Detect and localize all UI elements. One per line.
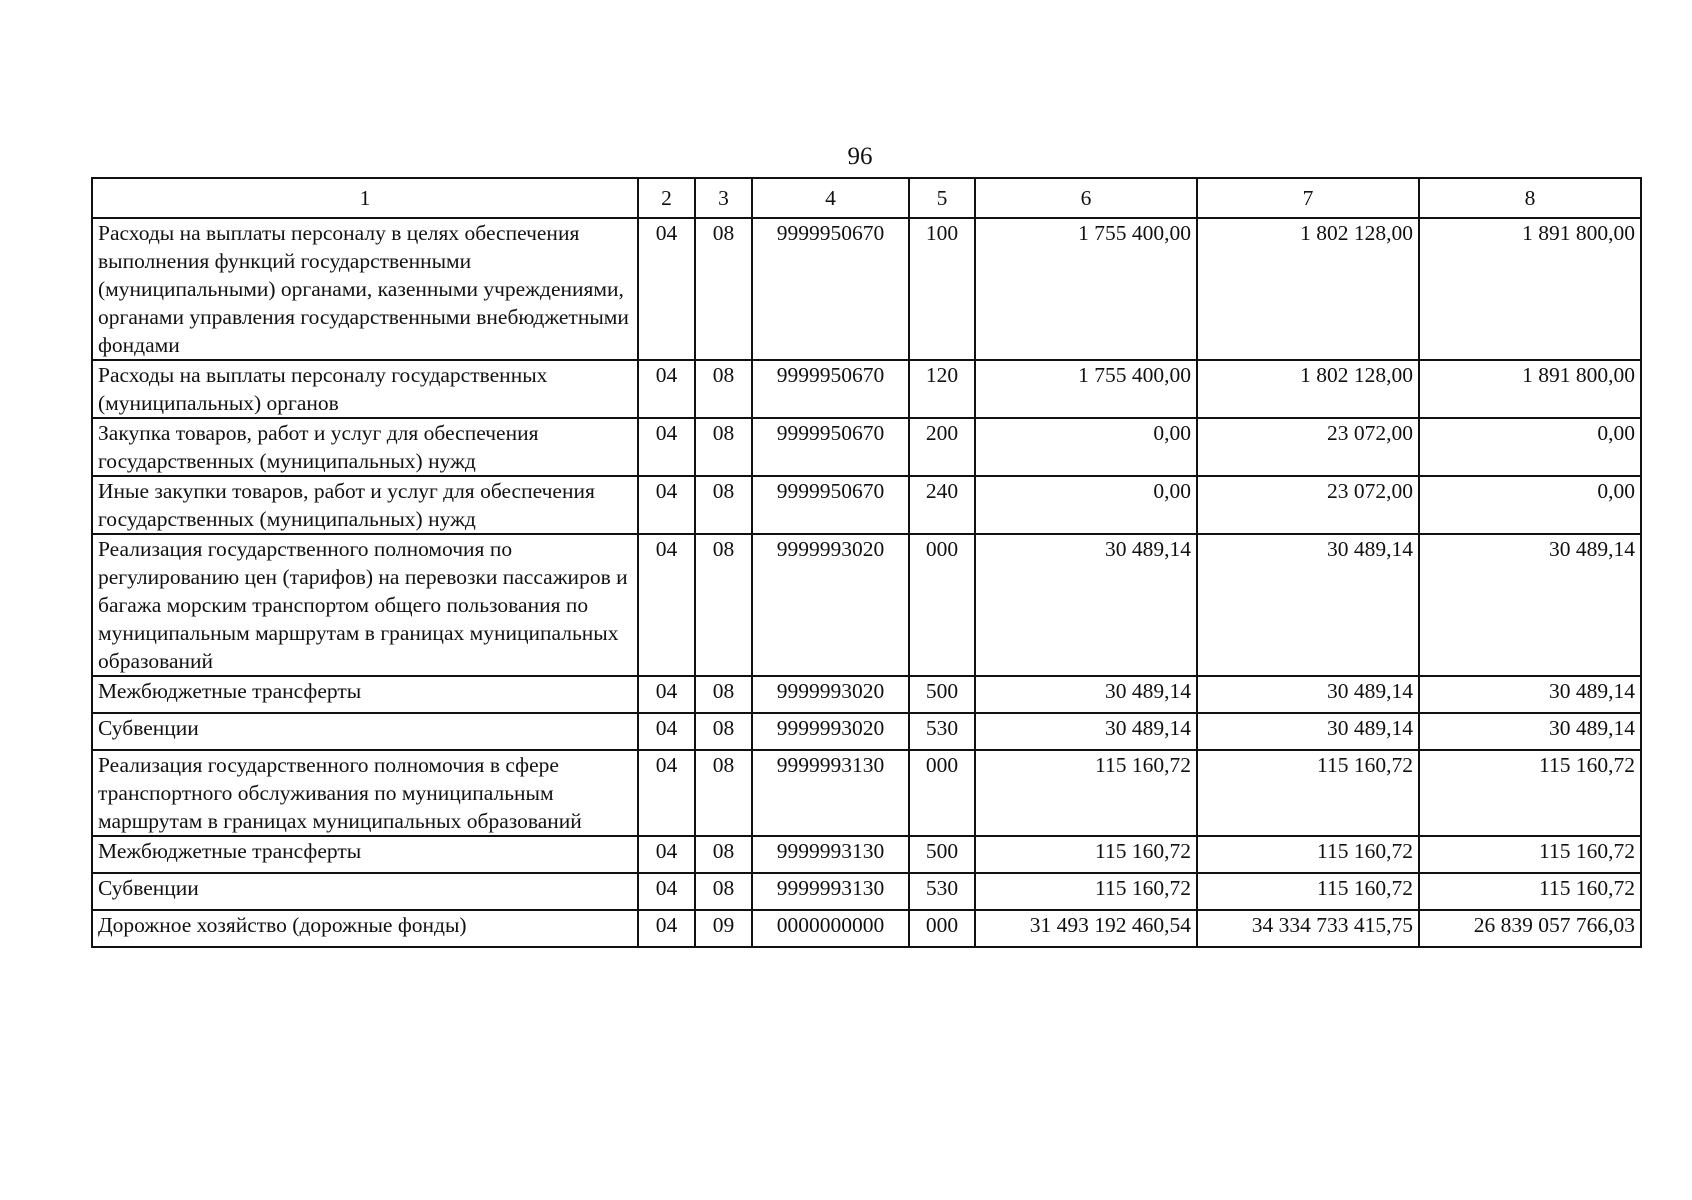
amount-col-7: 115 160,72: [1197, 750, 1419, 836]
table-row: [92, 910, 1641, 947]
page-number: 96: [847, 143, 873, 170]
row-name: Реализация государственного полномочия в сфере транспортного обслуживания по муниципальным маршрутам в границах муниципальных образований: [92, 750, 638, 836]
expense-type-code: 000: [909, 534, 975, 676]
row-name: Субвенции: [92, 713, 638, 750]
amount-col-7: 115 160,72: [1197, 836, 1419, 873]
table-row: [92, 873, 1641, 910]
column-header: 8: [1419, 178, 1641, 218]
table-row: [92, 360, 1641, 418]
expense-type-code: 200: [909, 418, 975, 476]
subsection-code: 08: [695, 476, 752, 534]
subsection-code: 08: [695, 750, 752, 836]
expense-type-code: 240: [909, 476, 975, 534]
table-row: [92, 476, 1641, 534]
amount-col-8: 115 160,72: [1419, 750, 1641, 836]
target-article-code: 9999950670: [752, 418, 909, 476]
amount-col-8: 115 160,72: [1419, 873, 1641, 910]
section-code: 04: [638, 910, 695, 947]
column-header: 4: [752, 178, 909, 218]
section-code: 04: [638, 534, 695, 676]
amount-col-6: 0,00: [975, 418, 1197, 476]
amount-col-6: 31 493 192 460,54: [975, 910, 1197, 947]
subsection-code: 09: [695, 910, 752, 947]
subsection-code: 08: [695, 418, 752, 476]
row-name: Межбюджетные трансферты: [92, 676, 638, 713]
amount-col-7: 23 072,00: [1197, 476, 1419, 534]
amount-col-8: 30 489,14: [1419, 676, 1641, 713]
amount-col-8: 30 489,14: [1419, 713, 1641, 750]
row-name: Реализация государственного полномочия по регулированию цен (тарифов) на перевозки пассажиров и багажа морским транспортом общего пользования по муниципальным маршрутам в границах муниципальных образований: [92, 534, 638, 676]
row-name: Межбюджетные трансферты: [92, 836, 638, 873]
table-row: [92, 676, 1641, 713]
budget-table: [91, 177, 1642, 948]
section-code: 04: [638, 676, 695, 713]
row-name: Расходы на выплаты персоналу в целях обеспечения выполнения функций государственными (муниципальными) органами, казенными учреждениями, органами управления государственными внебюджетными фондами: [92, 218, 638, 360]
section-code: 04: [638, 873, 695, 910]
amount-col-6: 115 160,72: [975, 873, 1197, 910]
row-name: Дорожное хозяйство (дорожные фонды): [92, 910, 638, 947]
target-article-code: 9999993130: [752, 873, 909, 910]
target-article-code: 9999993020: [752, 676, 909, 713]
amount-col-7: 1 802 128,00: [1197, 218, 1419, 360]
table-row: [92, 750, 1641, 836]
subsection-code: 08: [695, 534, 752, 676]
target-article-code: 9999950670: [752, 476, 909, 534]
amount-col-8: 0,00: [1419, 476, 1641, 534]
row-name: Закупка товаров, работ и услуг для обеспечения государственных (муниципальных) нужд: [92, 418, 638, 476]
header-row: [92, 178, 1641, 218]
subsection-code: 08: [695, 713, 752, 750]
table-row: [92, 418, 1641, 476]
amount-col-7: 1 802 128,00: [1197, 360, 1419, 418]
row-name: Субвенции: [92, 873, 638, 910]
amount-col-8: 0,00: [1419, 418, 1641, 476]
subsection-code: 08: [695, 218, 752, 360]
target-article-code: 9999993130: [752, 750, 909, 836]
amount-col-6: 1 755 400,00: [975, 218, 1197, 360]
column-header: 6: [975, 178, 1197, 218]
row-name: Расходы на выплаты персоналу государственных (муниципальных) органов: [92, 360, 638, 418]
column-header: 7: [1197, 178, 1419, 218]
section-code: 04: [638, 713, 695, 750]
subsection-code: 08: [695, 360, 752, 418]
section-code: 04: [638, 418, 695, 476]
expense-type-code: 000: [909, 910, 975, 947]
amount-col-8: 1 891 800,00: [1419, 360, 1641, 418]
amount-col-8: 26 839 057 766,03: [1419, 910, 1641, 947]
column-header: 2: [638, 178, 695, 218]
subsection-code: 08: [695, 676, 752, 713]
table-row: [92, 713, 1641, 750]
amount-col-6: 1 755 400,00: [975, 360, 1197, 418]
amount-col-6: 0,00: [975, 476, 1197, 534]
amount-col-7: 23 072,00: [1197, 418, 1419, 476]
column-header: 3: [695, 178, 752, 218]
expense-type-code: 100: [909, 218, 975, 360]
expense-type-code: 000: [909, 750, 975, 836]
expense-type-code: 530: [909, 873, 975, 910]
subsection-code: 08: [695, 873, 752, 910]
amount-col-7: 30 489,14: [1197, 713, 1419, 750]
amount-col-6: 115 160,72: [975, 750, 1197, 836]
column-header: 5: [909, 178, 975, 218]
amount-col-8: 1 891 800,00: [1419, 218, 1641, 360]
expense-type-code: 530: [909, 713, 975, 750]
section-code: 04: [638, 836, 695, 873]
target-article-code: 9999993020: [752, 534, 909, 676]
amount-col-7: 34 334 733 415,75: [1197, 910, 1419, 947]
expense-type-code: 500: [909, 676, 975, 713]
target-article-code: 9999993020: [752, 713, 909, 750]
expense-type-code: 500: [909, 836, 975, 873]
target-article-code: 0000000000: [752, 910, 909, 947]
table-row: [92, 534, 1641, 676]
amount-col-6: 30 489,14: [975, 534, 1197, 676]
section-code: 04: [638, 750, 695, 836]
row-name: Иные закупки товаров, работ и услуг для обеспечения государственных (муниципальных) нужд: [92, 476, 638, 534]
amount-col-6: 30 489,14: [975, 676, 1197, 713]
amount-col-7: 30 489,14: [1197, 676, 1419, 713]
column-header: 1: [92, 178, 638, 218]
table-row: [92, 836, 1641, 873]
amount-col-6: 30 489,14: [975, 713, 1197, 750]
amount-col-7: 115 160,72: [1197, 873, 1419, 910]
section-code: 04: [638, 218, 695, 360]
target-article-code: 9999993130: [752, 836, 909, 873]
amount-col-8: 115 160,72: [1419, 836, 1641, 873]
amount-col-6: 115 160,72: [975, 836, 1197, 873]
amount-col-7: 30 489,14: [1197, 534, 1419, 676]
expense-type-code: 120: [909, 360, 975, 418]
target-article-code: 9999950670: [752, 218, 909, 360]
target-article-code: 9999950670: [752, 360, 909, 418]
subsection-code: 08: [695, 836, 752, 873]
table-row: [92, 218, 1641, 360]
section-code: 04: [638, 360, 695, 418]
section-code: 04: [638, 476, 695, 534]
amount-col-8: 30 489,14: [1419, 534, 1641, 676]
